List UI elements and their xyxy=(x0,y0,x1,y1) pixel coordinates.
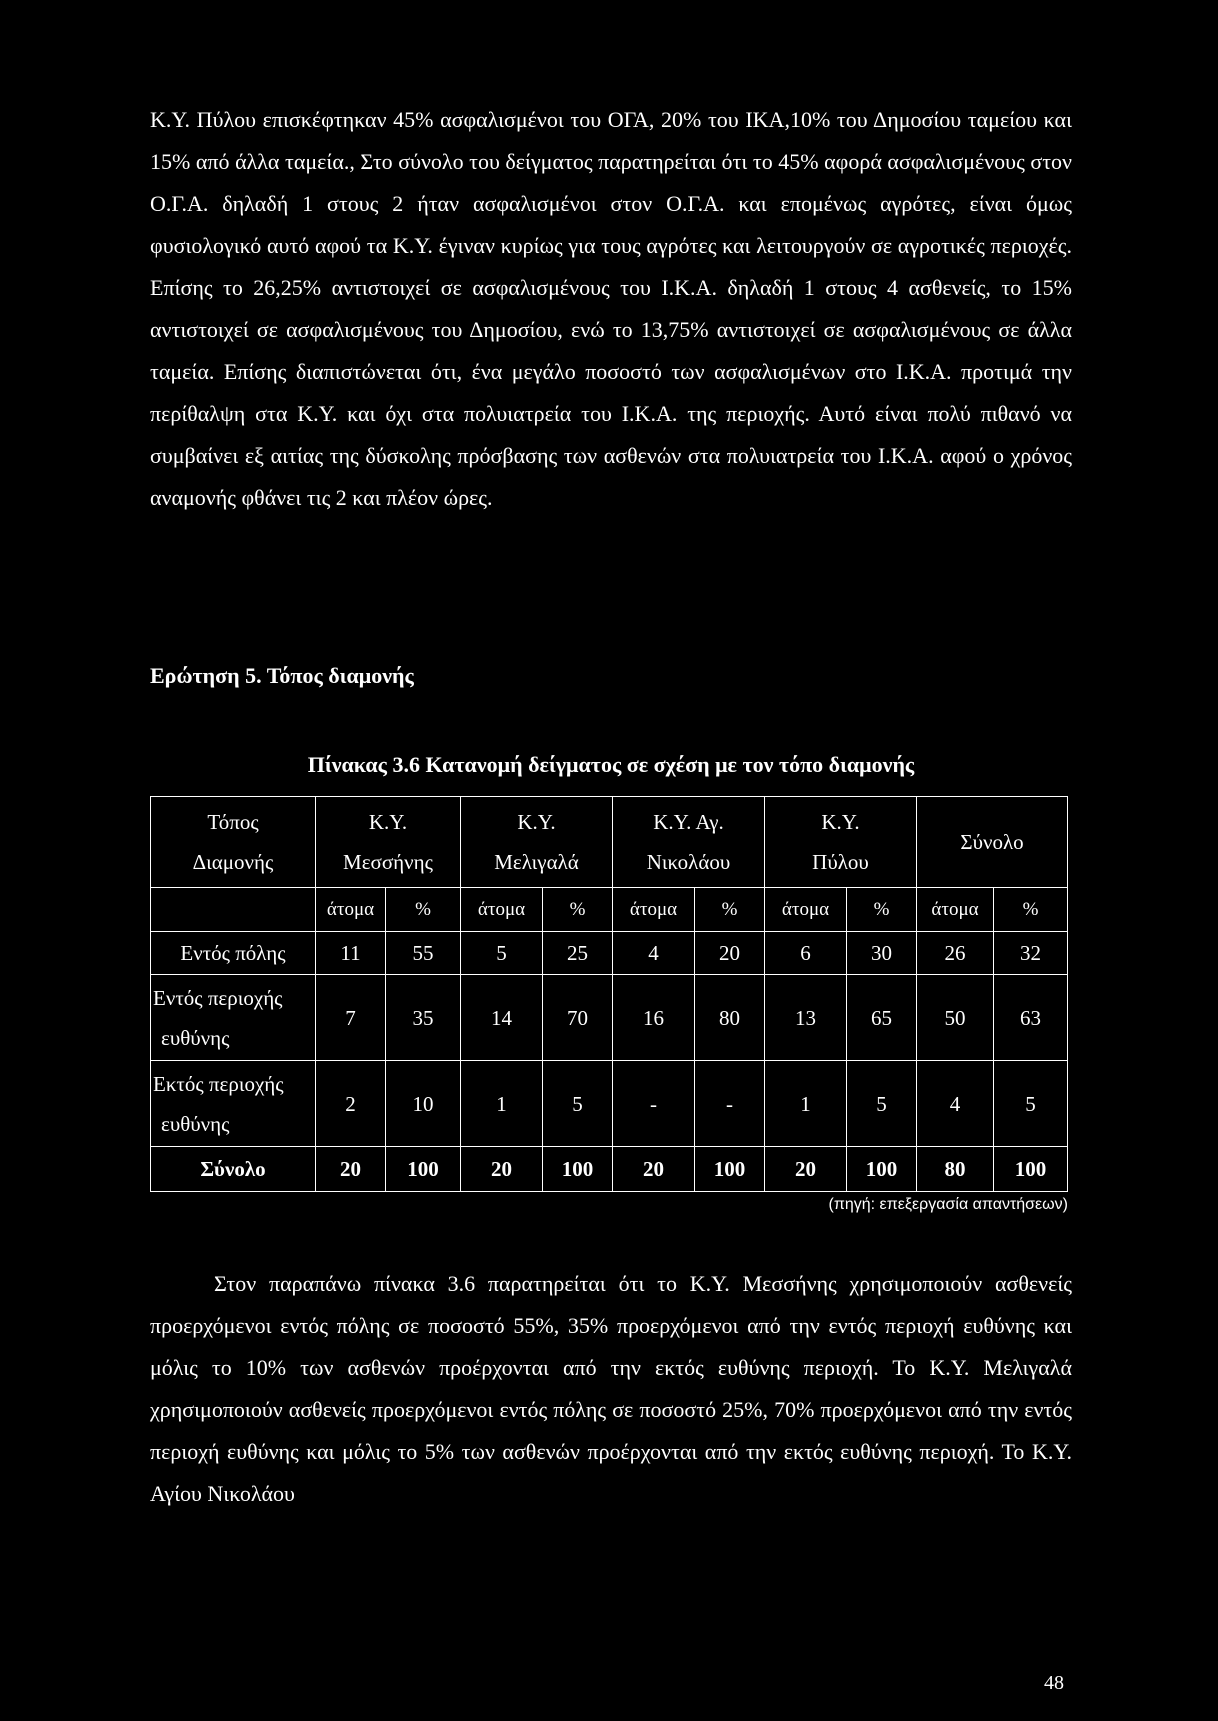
paragraph-residence-insurance: Κ.Υ. Πύλου επισκέφτηκαν 45% ασφαλισμένοι του ΟΓΑ, 20% του ΙΚΑ,10% του Δημοσίου ταμείου και 15% από άλλα ταμεία., Στο σύνολο του δείγματος παρατηρείται ότι το 45% αφορά ασφαλισμένους στον Ο.Γ.Α. δηλαδή 1 στους 2 ήταν ασφαλισμένοι στον Ο.Γ.Α. και επομένως αγρότες, είναι όμως φυσιολογικό αυτό αφού τα Κ.Υ. έγιναν κυρίως για τους αγρότες και λειτουργούν σε αγροτικές περιοχές. Επίσης το 26,25% αντιστοιχεί σε ασφαλισμένους του Ι.Κ.Α. δηλαδή 1 στους 4 ασθενείς, το 15% αντιστοιχεί σε ασφαλισμένους του Δημοσίου, ενώ το 13,75% αντιστοιχεί σε ασφαλισμένους σε άλλα ταμεία. Επίσης διαπιστώνεται ότι, ένα μεγάλο ποσοστό των ασφαλισμένων στο Ι.Κ.Α. προτιμά την περίθαλψη στα Κ.Υ. και όχι στα πολυιατρεία του Ι.Κ.Α. της περιοχής. Αυτό είναι πολύ πιθανό να συμβαίνει εξ αιτίας της δύσκολης πρόσβασης των ασθενών στα πολυιατρεία του Ι.Κ.Α. αφού ο χρόνος αναμονής φθάνει τις 2 και πλέον ώρες. xyxy=(150,107,1072,510)
group-header-line2: Μεσσήνης xyxy=(343,850,433,874)
table-cell: 10 xyxy=(386,1061,461,1147)
table-cell: 5 xyxy=(994,1061,1068,1147)
row-label-line2: ευθύνης xyxy=(161,1025,230,1050)
group-header-pylou xyxy=(765,797,917,888)
table-row xyxy=(151,975,1068,1061)
group-header-line2: Πύλου xyxy=(812,850,869,874)
subheader-percent: % xyxy=(543,888,613,932)
total-cell: 20 xyxy=(613,1147,695,1192)
table-cell: 13 xyxy=(765,975,847,1061)
subheader-people: άτομα xyxy=(613,888,695,932)
table-cell: 14 xyxy=(461,975,543,1061)
table-caption: Πίνακας 3.6 Κατανομή δείγματος σε σχέση με τον τόπο διαμονής xyxy=(307,752,915,777)
total-row-label: Σύνολο xyxy=(151,1147,316,1192)
table-cell: 25 xyxy=(543,932,613,975)
table-cell: 55 xyxy=(386,932,461,975)
header-row xyxy=(151,797,1068,888)
table-cell: 20 xyxy=(695,932,765,975)
group-header-line1: Κ.Υ. xyxy=(517,810,556,834)
subheader-people: άτομα xyxy=(316,888,386,932)
subheader-percent: % xyxy=(386,888,461,932)
subheader-empty xyxy=(151,888,316,932)
total-cell: 20 xyxy=(316,1147,386,1192)
table-cell: 2 xyxy=(316,1061,386,1147)
group-header-line1: Κ.Υ. xyxy=(368,810,408,834)
table-cell: 65 xyxy=(847,975,917,1061)
total-cell: 100 xyxy=(386,1147,461,1192)
subheader-people: άτομα xyxy=(461,888,543,932)
total-cell: 80 xyxy=(917,1147,994,1192)
corner-header xyxy=(151,797,316,888)
table-row xyxy=(151,932,1068,975)
table-cell: 5 xyxy=(847,1061,917,1147)
residence-table-wrapper xyxy=(150,796,1068,1192)
table-row xyxy=(151,1061,1068,1147)
corner-header-line1: Τόπος xyxy=(207,810,259,834)
page-number: 48 xyxy=(1044,1672,1064,1694)
total-cell: 20 xyxy=(765,1147,847,1192)
total-cell: 100 xyxy=(994,1147,1068,1192)
row-label-line2: ευθύνης xyxy=(161,1111,230,1136)
total-cell: 100 xyxy=(695,1147,765,1192)
table-cell: 5 xyxy=(461,932,543,975)
row-label-line1: Εντός περιοχής xyxy=(153,985,283,1010)
table-cell: 35 xyxy=(386,975,461,1061)
total-cell: 20 xyxy=(461,1147,543,1192)
table-cell: 7 xyxy=(316,975,386,1061)
row-label-line1: Εκτός περιοχής xyxy=(153,1071,284,1096)
question-heading: Ερώτηση 5. Τόπος διαμονής xyxy=(150,663,414,688)
table-cell: 1 xyxy=(765,1061,847,1147)
subheader-row xyxy=(151,888,1068,932)
table-cell: 70 xyxy=(543,975,613,1061)
row-label xyxy=(151,1061,316,1147)
table-source-note: (πηγή: επεξεργασία απαντήσεων) xyxy=(828,1196,1068,1213)
subheader-percent: % xyxy=(847,888,917,932)
group-header-messini xyxy=(316,797,461,888)
table-cell: 30 xyxy=(847,932,917,975)
corner-header-line2: Διαμονής xyxy=(192,850,274,874)
subheader-percent: % xyxy=(695,888,765,932)
row-label: Εντός πόλης xyxy=(151,932,316,975)
paragraph-table-commentary xyxy=(150,1263,1072,1515)
total-cell: 100 xyxy=(543,1147,613,1192)
group-header-line1: Κ.Υ. xyxy=(821,810,860,834)
table-cell: 50 xyxy=(917,975,994,1061)
table-cell: 32 xyxy=(994,932,1068,975)
table-cell: 4 xyxy=(917,1061,994,1147)
total-row xyxy=(151,1147,1068,1192)
table-cell: 63 xyxy=(994,975,1068,1061)
subheader-people: άτομα xyxy=(917,888,994,932)
subheader-people: άτομα xyxy=(765,888,847,932)
residence-distribution-table xyxy=(150,796,1068,1192)
table-cell: 80 xyxy=(695,975,765,1061)
table-cell: - xyxy=(613,1061,695,1147)
paragraph-table-commentary-text: Στον παραπάνω πίνακα 3.6 παρατηρείται ότι το Κ.Υ. Μεσσήνης χρησιμοποιούν ασθενείς προερχόμενοι εντός πόλης σε ποσοστό 55%, 35% προερχόμενοι από την εντός περιοχή ευθύνης και μόλις το 10% των ασθενών προέρχονται από την εκτός ευθύνης περιοχή. Το Κ.Υ. Μελιγαλά χρησιμοποιούν ασθενείς προερχόμενοι εντός πόλης σε ποσοστό 25%, 70% προερχόμενοι από την εντός περιοχή ευθύνης και μόλις το 5% των ασθενών προέρχονται από την εκτός ευθύνης περιοχή. Το Κ.Υ. Αγίου Νικολάου xyxy=(150,1271,1072,1506)
table-cell: 11 xyxy=(316,932,386,975)
table-cell: 5 xyxy=(543,1061,613,1147)
group-header-line2: Νικολάου xyxy=(646,850,731,874)
group-header-line2: Μελιγαλά xyxy=(494,850,579,874)
table-cell: 26 xyxy=(917,932,994,975)
table-cell: 4 xyxy=(613,932,695,975)
group-header-meligala xyxy=(461,797,613,888)
group-header-total: Σύνολο xyxy=(917,797,1068,888)
group-header-line1: Κ.Υ. Αγ. xyxy=(653,810,724,834)
table-cell: 6 xyxy=(765,932,847,975)
total-cell: 100 xyxy=(847,1147,917,1192)
table-cell: 16 xyxy=(613,975,695,1061)
subheader-percent: % xyxy=(994,888,1068,932)
group-header-ag-nikolaou xyxy=(613,797,765,888)
table-cell: 1 xyxy=(461,1061,543,1147)
table-cell: - xyxy=(695,1061,765,1147)
row-label xyxy=(151,975,316,1061)
